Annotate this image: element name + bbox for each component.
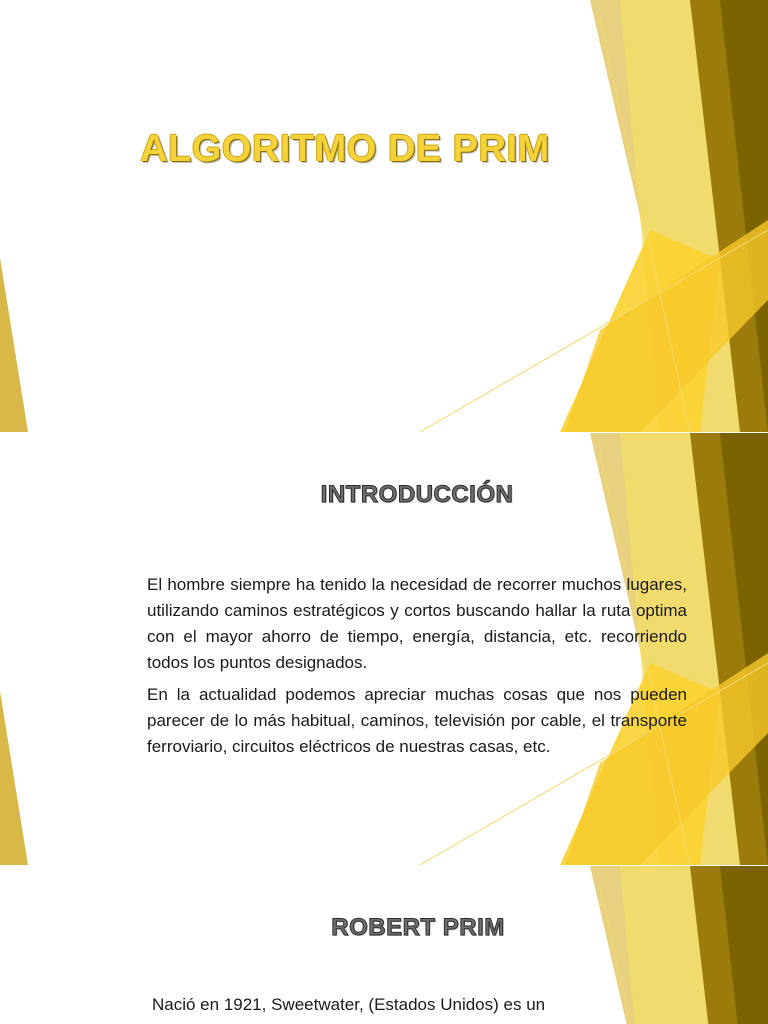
slide-introduccion [0, 433, 768, 865]
slide-title-text: ALGORITMO DE PRIM [140, 128, 550, 170]
slide-heading: ROBERT PRIM [331, 914, 505, 941]
slide-title [0, 0, 768, 432]
slide-body [152, 992, 682, 1024]
slide-robert-prim [0, 866, 768, 1024]
paragraph: Nació en 1921, Sweetwater, (Estados Unidos) es un [152, 995, 546, 1014]
gold-facets-decoration [0, 0, 768, 432]
paragraph: El hombre siempre ha tenido la necesidad de recorrer muchos lugares, utilizando caminos estratégicos y cortos buscando hallar la ruta optima con el mayor ahorro de tiempo, energía, distancia, etc. recorriendo todos los puntos designados. [147, 575, 687, 672]
slide-body [147, 572, 687, 766]
slide-heading: INTRODUCCIÓN [320, 481, 514, 508]
paragraph: En la actualidad podemos apreciar muchas cosas que nos pueden parecer de lo más habitual, caminos, televisión por cable, el transporte ferroviario, circuitos eléctricos de nuestras casas, etc. [147, 685, 687, 756]
